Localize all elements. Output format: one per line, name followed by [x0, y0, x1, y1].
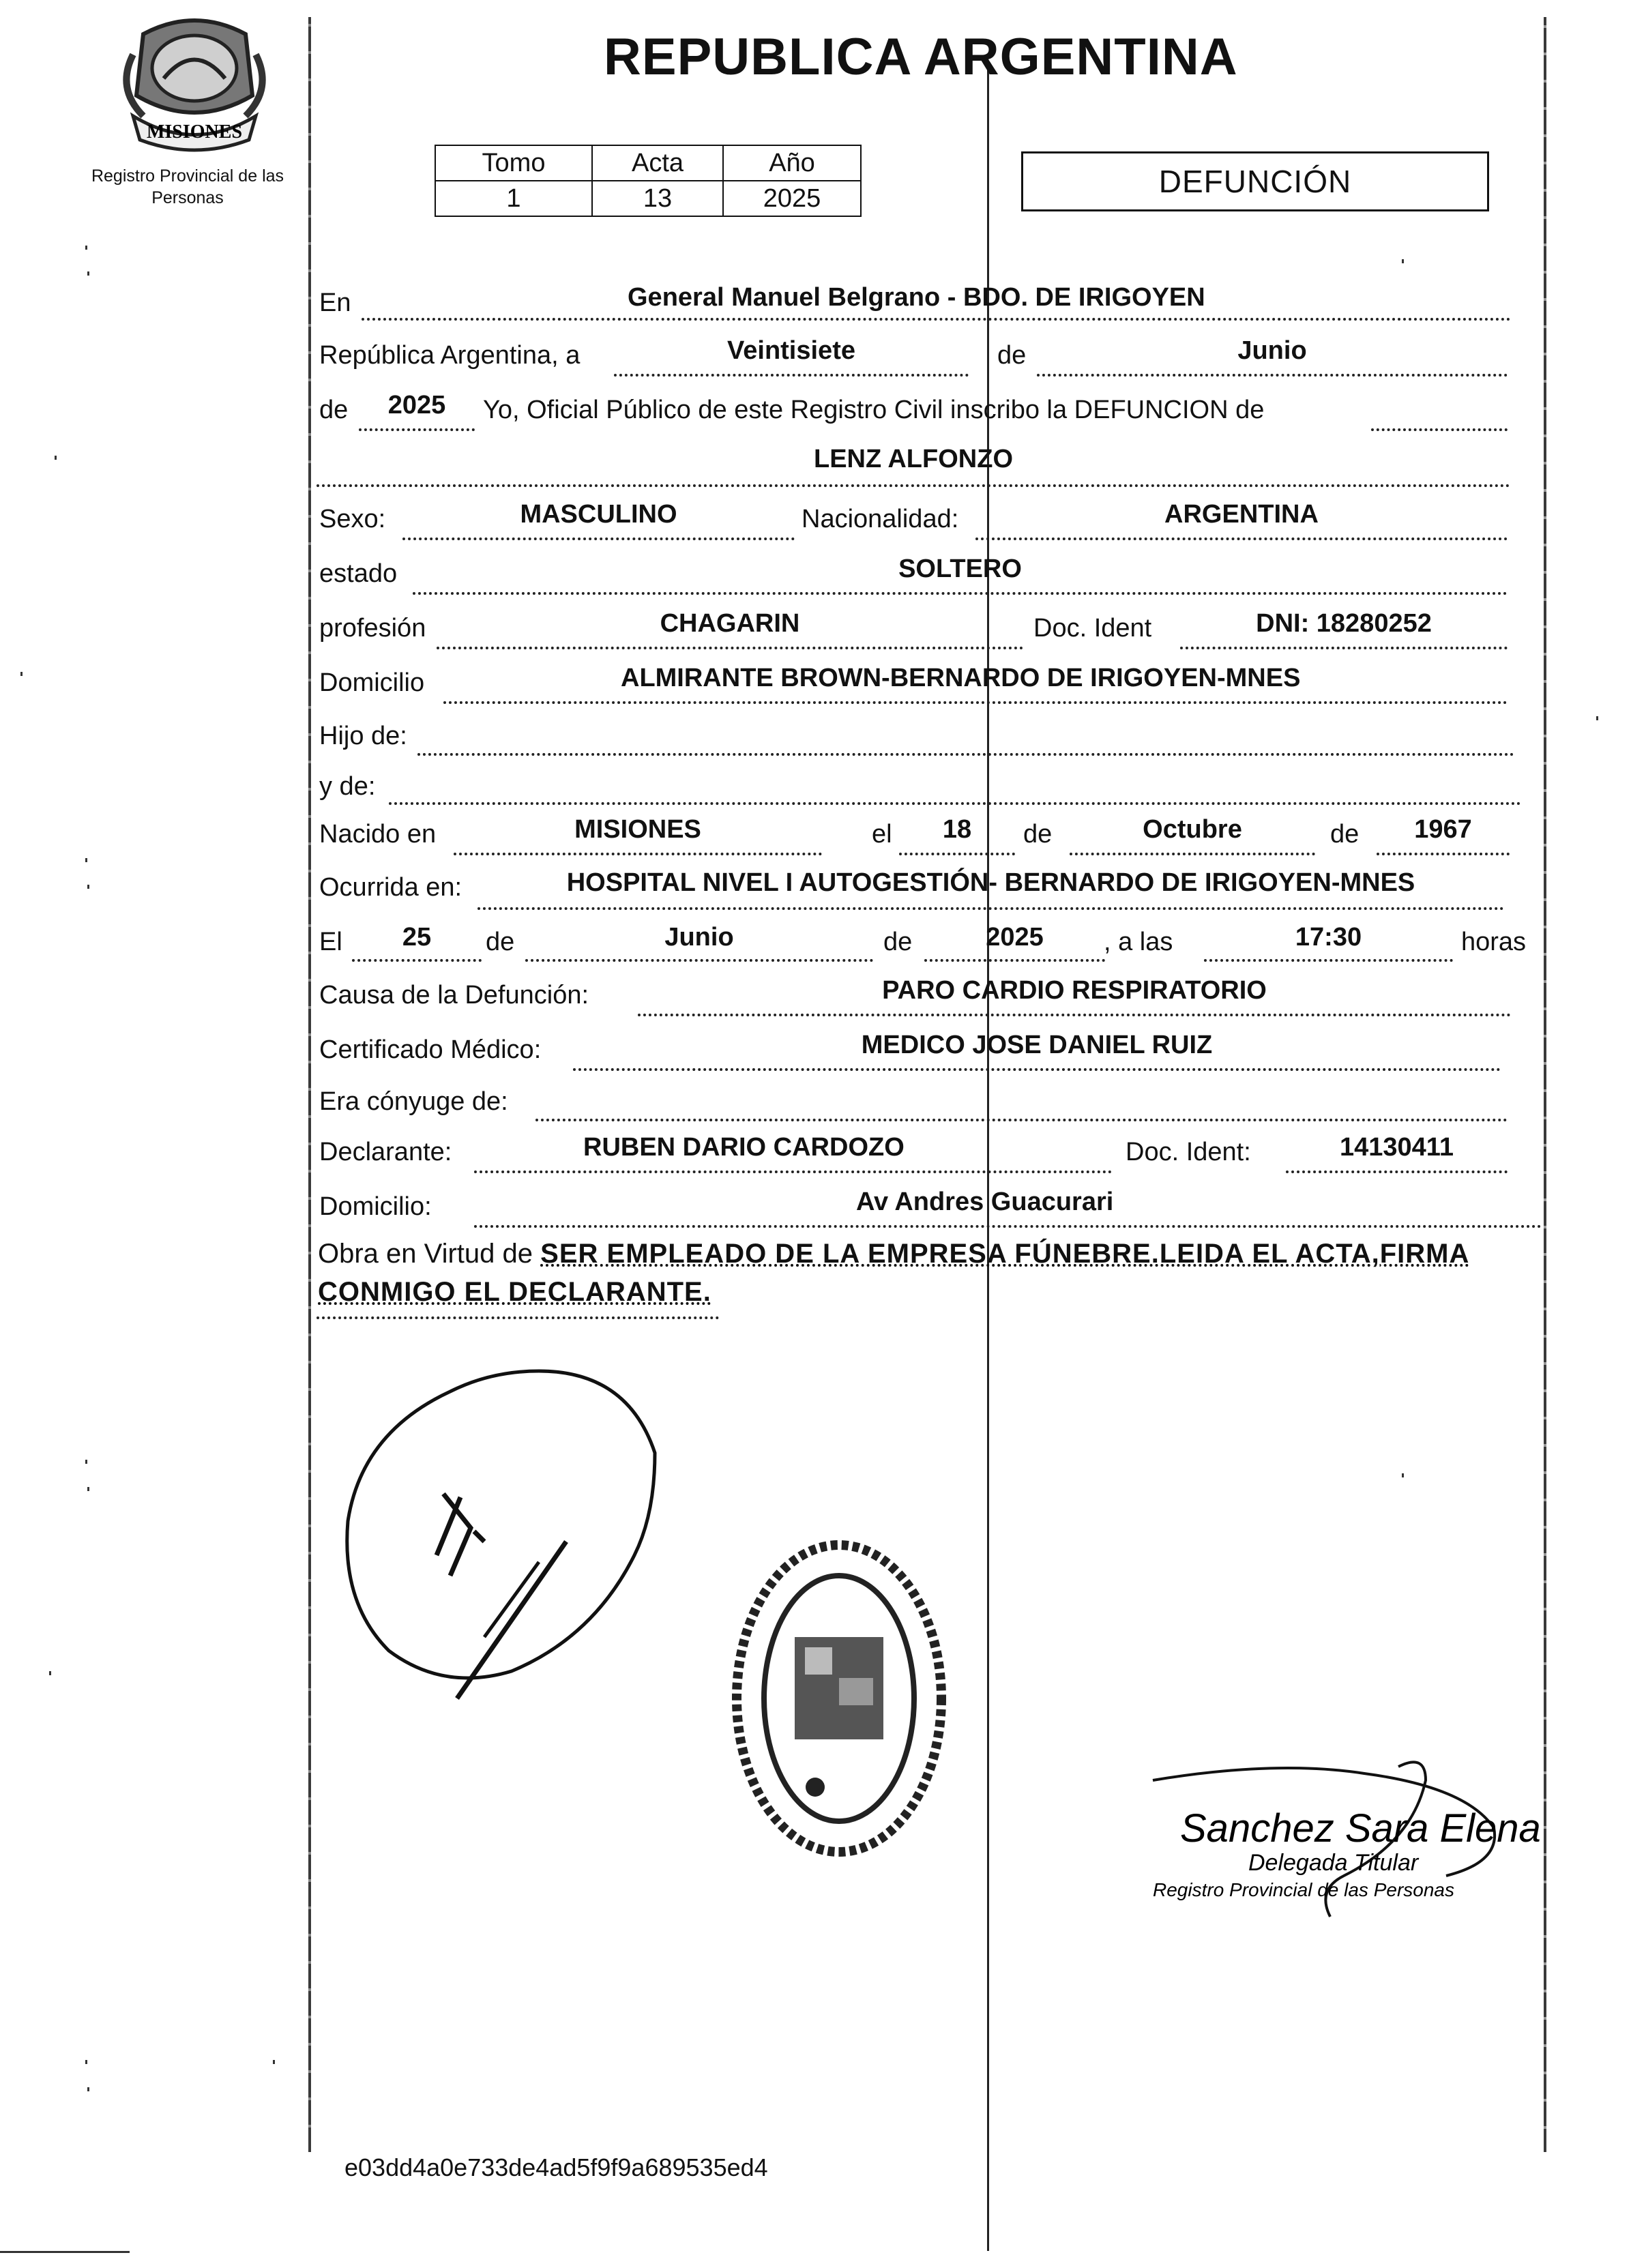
- de6-label: de: [883, 928, 913, 956]
- dotted-line: [317, 1316, 719, 1319]
- record-table: [435, 145, 862, 217]
- official-seal: [723, 1528, 955, 1869]
- dotted-line: [417, 753, 1514, 756]
- margin-rule: [308, 17, 311, 2152]
- certificado-value: MEDICO JOSE DANIEL RUIZ: [861, 1031, 1213, 1059]
- dotted-line: [638, 1014, 1511, 1016]
- doc2-label: Doc. Ident:: [1126, 1138, 1251, 1166]
- death-time-value: 17:30: [1295, 923, 1362, 952]
- dotted-line: [1070, 853, 1315, 855]
- day-words-value: Veintisiete: [727, 336, 855, 365]
- el-label: el: [872, 820, 892, 849]
- de5-label: de: [486, 928, 515, 956]
- domicilio-value: ALMIRANTE BROWN-BERNARDO DE IRIGOYEN-MNES: [621, 664, 1301, 692]
- svg-text:MISIONES: MISIONES: [146, 121, 243, 143]
- de4-label: de: [1330, 820, 1360, 849]
- obra-label: Obra en Virtud de: [318, 1239, 533, 1269]
- y-de-label: y de:: [319, 772, 376, 801]
- scan-speck: [87, 885, 89, 889]
- en-label: En: [319, 289, 351, 317]
- de-label: de: [997, 341, 1027, 370]
- dotted-line: [359, 428, 475, 431]
- tomo-value: 1: [435, 181, 592, 216]
- ocurrida-label: Ocurrida en:: [319, 873, 462, 902]
- birth-year-value: 1967: [1414, 815, 1472, 844]
- death-day-value: 25: [402, 923, 432, 952]
- dotted-line: [1286, 1170, 1508, 1173]
- nacionalidad-value: ARGENTINA: [1164, 500, 1319, 529]
- dotted-line: [317, 484, 1510, 487]
- domicilio2-value: Av Andres Guacurari: [856, 1188, 1114, 1216]
- registrar-signature-stamp: [1139, 1753, 1541, 1930]
- dotted-line: [975, 537, 1508, 540]
- svg-text:Delegada Titular: Delegada Titular: [1248, 1850, 1419, 1876]
- de2-label: de: [319, 396, 349, 424]
- scan-speck: [55, 456, 57, 460]
- el2-label: El: [319, 928, 342, 956]
- place-value: General Manuel Belgrano - BDO. DE IRIGOYEN: [628, 283, 1205, 312]
- obra-en-virtud-text: [318, 1235, 1546, 1311]
- tomo-header: Tomo: [435, 145, 592, 181]
- scan-speck: [87, 1487, 89, 1491]
- dotted-line: [413, 592, 1508, 595]
- declarante-label: Declarante:: [319, 1138, 452, 1166]
- scan-speck: [20, 672, 23, 676]
- acta-value: 13: [592, 181, 723, 216]
- dotted-line: [525, 959, 873, 962]
- profesion-value: CHAGARIN: [660, 609, 800, 638]
- anio-header: Año: [723, 145, 861, 181]
- scan-speck: [1596, 716, 1598, 720]
- scan-speck: [49, 1671, 51, 1675]
- a-las-label: , a las: [1104, 928, 1173, 956]
- dotted-line: [477, 907, 1504, 910]
- dotted-line: [1204, 959, 1453, 962]
- obra-value: SER EMPLEADO DE LA EMPRESA FÚNEBRE.LEIDA EL ACTA,FIRMA CONMIGO EL DECLARANTE.: [318, 1239, 1470, 1307]
- dotted-line: [573, 1068, 1501, 1071]
- scan-speck: [1402, 259, 1404, 263]
- scan-speck: [87, 271, 89, 276]
- inscribe-text: Yo, Oficial Público de este Registro Civil inscribo la DEFUNCION de: [483, 396, 1265, 424]
- sexo-label: Sexo:: [319, 505, 386, 533]
- causa-value: PARO CARDIO RESPIRATORIO: [882, 976, 1267, 1005]
- conyuge-label: Era cónyuge de:: [319, 1087, 508, 1116]
- declarant-signature: [334, 1351, 689, 1705]
- nacionalidad-label: Nacionalidad:: [802, 505, 959, 533]
- hijo-de-label: Hijo de:: [319, 722, 407, 750]
- domicilio-label: Domicilio: [319, 668, 425, 697]
- estado-label: estado: [319, 559, 398, 588]
- birth-month-value: Octubre: [1143, 815, 1242, 844]
- estado-value: SOLTERO: [898, 555, 1022, 583]
- dotted-line: [899, 853, 1015, 855]
- dotted-line: [924, 959, 1105, 962]
- de3-label: de: [1023, 820, 1053, 849]
- dotted-line: [1377, 853, 1510, 855]
- doc2-value: 14130411: [1340, 1133, 1454, 1162]
- dotted-line: [437, 647, 1023, 649]
- sexo-value: MASCULINO: [520, 500, 677, 529]
- dotted-line: [474, 1170, 1112, 1173]
- scan-speck: [273, 2060, 275, 2064]
- ocurrida-value: HOSPITAL NIVEL I AUTOGESTIÓN- BERNARDO DE IRIGOYEN-MNES: [566, 868, 1415, 897]
- doc-ident-value: DNI: 18280252: [1256, 609, 1432, 638]
- deceased-name-value: LENZ ALFONZO: [814, 445, 1013, 473]
- birth-day-value: 18: [942, 815, 972, 844]
- declarante-value: RUBEN DARIO CARDOZO: [583, 1133, 905, 1162]
- domicilio2-label: Domicilio:: [319, 1192, 432, 1221]
- scan-speck: [85, 246, 87, 250]
- scan-speck: [85, 858, 87, 862]
- dotted-line: [362, 318, 1511, 321]
- death-month-value: Junio: [664, 923, 734, 952]
- causa-label: Causa de la Defunción:: [319, 981, 589, 1010]
- document-title: REPUBLICA ARGENTINA: [604, 28, 1238, 86]
- month-value: Junio: [1237, 336, 1307, 365]
- scan-speck: [1402, 1473, 1404, 1477]
- scan-speck: [85, 1460, 87, 1464]
- acta-header: Acta: [592, 145, 723, 181]
- dotted-line: [1037, 374, 1508, 377]
- dotted-line: [614, 374, 969, 377]
- year-value: 2025: [387, 391, 446, 419]
- dotted-line: [402, 537, 795, 540]
- dotted-line: [454, 853, 822, 855]
- anio-value: 2025: [723, 181, 861, 216]
- dotted-line: [535, 1119, 1508, 1121]
- bottom-rule: [0, 2251, 130, 2253]
- dotted-line: [1371, 428, 1508, 431]
- certificado-label: Certificado Médico:: [319, 1035, 542, 1064]
- nacido-value: MISIONES: [574, 815, 701, 844]
- scan-speck: [85, 2060, 87, 2064]
- dotted-line: [389, 802, 1521, 805]
- profesion-label: profesión: [319, 614, 426, 643]
- horas-label: horas: [1461, 928, 1527, 956]
- dotted-line: [1180, 647, 1508, 649]
- nacido-label: Nacido en: [319, 820, 437, 849]
- svg-text:Registro Provincial de las Per: Registro Provincial de las Personas: [1153, 1879, 1454, 1900]
- misiones-coat-of-arms-logo: [116, 14, 273, 150]
- registry-label: Registro Provincial de las Personas: [91, 166, 284, 207]
- republica-label: República Argentina, a: [319, 341, 581, 370]
- dotted-line: [352, 959, 482, 962]
- dotted-line: [474, 1225, 1542, 1228]
- svg-text:Sanchez Sara Elena: Sanchez Sara Elena: [1180, 1806, 1541, 1851]
- doc-ident-label: Doc. Ident: [1033, 614, 1152, 643]
- right-margin-rule: [1544, 17, 1546, 2152]
- scan-speck: [87, 2087, 89, 2091]
- footer-hash: e03dd4a0e733de4ad5f9f9a689535ed4: [344, 2153, 768, 2181]
- death-year-value: 2025: [986, 923, 1044, 952]
- certificate-type-box: DEFUNCIÓN: [1021, 151, 1489, 211]
- dotted-line: [443, 701, 1508, 704]
